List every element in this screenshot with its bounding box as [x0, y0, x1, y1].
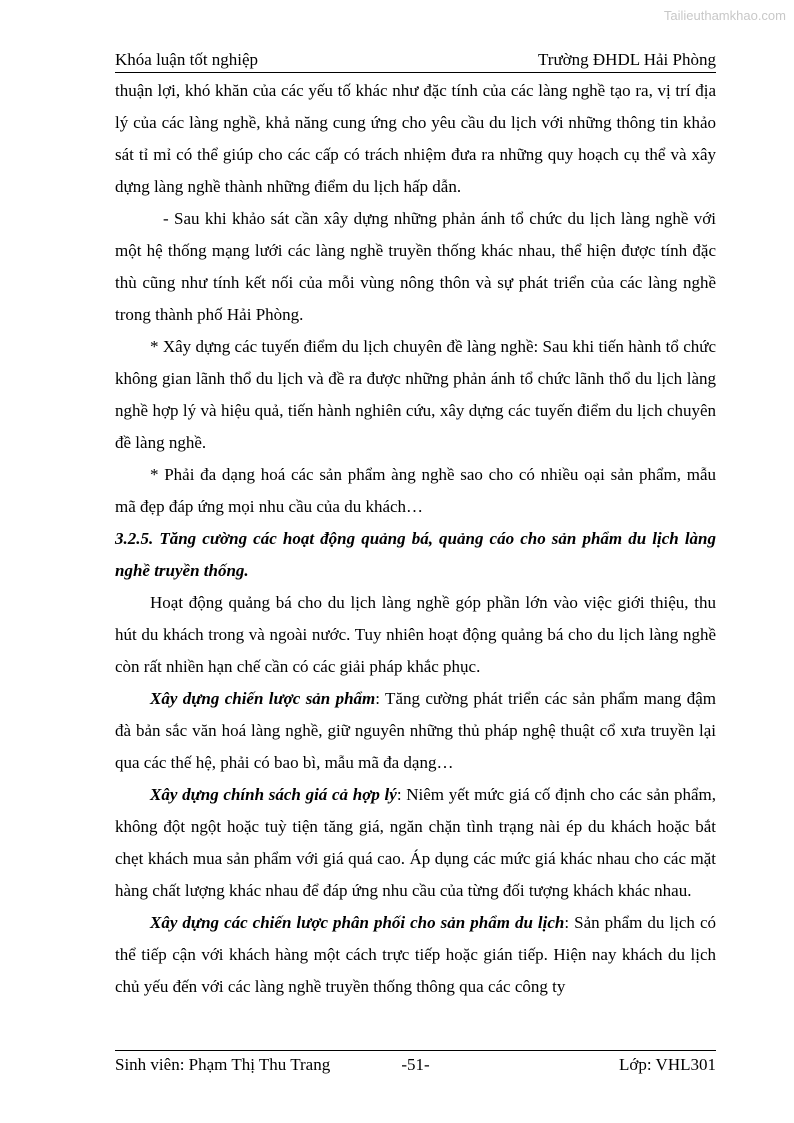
footer-class: Lớp: VHL301	[619, 1055, 716, 1074]
paragraph-4: * Phải đa dạng hoá các sản phẩm àng nghề sao cho có nhiều oại sản phẩm, mẫu mã đẹp đáp ứng mọi nhu cầu của du khách…	[115, 465, 716, 516]
paragraph-6	[115, 683, 716, 779]
paragraph-8	[115, 907, 716, 1003]
paragraph-8-lead: Xây dựng các chiến lược phân phối cho sản phẩm du lịch	[150, 913, 565, 932]
paragraph-3: * Xây dựng các tuyến điểm du lịch chuyên đề làng nghề: Sau khi tiến hành tổ chức không gian lãnh thổ du lịch và đề ra được những phản ánh tổ chức lãnh thổ du lịch làng nghề hợp lý và hiệu quả, tiến hành nghiên cứu, xây dựng các tuyến điểm du lịch chuyên đề làng nghề.	[115, 337, 716, 452]
header-right: Trường ĐHDL Hải Phòng	[538, 50, 716, 69]
paragraph-1: thuận lợi, khó khăn của các yếu tố khác như đặc tính của các làng nghề tạo ra, vị trí địa lý của các làng nghề, khả năng cung ứng cho yêu cầu du lịch với những thông tin khảo sát tỉ mỉ có thể giúp cho các cấp có trách nhiệm đưa ra những quy hoạch cụ thể và xây dựng làng nghề thành những điểm du lịch hấp dẫn.	[115, 81, 716, 196]
header-rule	[115, 72, 716, 73]
header-left: Khóa luận tốt nghiệp	[115, 50, 259, 69]
paragraph-6-text: : Tăng cường phát triển các sản phẩm mang đậm đà bản sắc văn hoá làng nghề, giữ nguyên những thủ pháp nghệ thuật cổ xưa truyền lại qua các thế hệ, phải có bao bì, mẫu mã đa dạng…	[115, 689, 716, 772]
paragraph-6-lead: Xây dựng chiến lược sản phẩm	[150, 689, 376, 708]
page-header	[115, 50, 716, 72]
page-number: -51-	[401, 1055, 430, 1074]
paragraph-8-text: : Sản phẩm du lịch có thể tiếp cận với khách hàng một cách trực tiếp hoặc gián tiếp. Hiện nay khách du lịch chủ yếu đến với các làng nghề truyền thống thông qua các công ty	[115, 913, 717, 996]
paragraph-2: - Sau khi khảo sát cần xây dựng những phản ánh tổ chức du lịch làng nghề với một hệ thống mạng lưới các làng nghề truyền thống khác nhau, thể hiện được tính đặc thù cũng như tính kết nối của mỗi vùng nông thôn và sự phát triển của các làng nghề trong thành phố Hải Phòng.	[115, 209, 716, 324]
page-footer	[115, 1055, 716, 1077]
paragraph-7	[115, 779, 716, 907]
section-heading: 3.2.5. Tăng cường các hoạt động quảng bá, quảng cáo cho sản phẩm du lịch làng nghề truyền thống.	[115, 529, 716, 580]
paragraph-5: Hoạt động quảng bá cho du lịch làng nghề góp phần lớn vào việc giới thiệu, thu hút du khách trong và ngoài nước. Tuy nhiên hoạt động quảng bá cho du lịch làng nghề còn rất nhiền hạn chế cần có các giải pháp khắc phục.	[115, 593, 716, 676]
paragraph-7-lead: Xây dựng chính sách giá cả hợp lý	[150, 785, 397, 804]
paragraph-7-text: : Niêm yết mức giá cố định cho các sản phẩm, không đột ngột hoặc tuỳ tiện tăng giá, ngăn chặn tình trạng nài ép du khách hoặc bắt chẹt khách mua sản phẩm với giá quá cao. Áp dụng các mức giá khác nhau cho các mặt hàng chất lượng khác nhau để đáp ứng nhu cầu của từng đối tượng khách khác nhau.	[115, 785, 716, 900]
footer-rule	[115, 1050, 716, 1051]
watermark: Tailieuthamkhao.com	[663, 8, 786, 23]
footer-student: Sinh viên: Phạm Thị Thu Trang	[115, 1055, 331, 1074]
page-content	[115, 75, 716, 1003]
